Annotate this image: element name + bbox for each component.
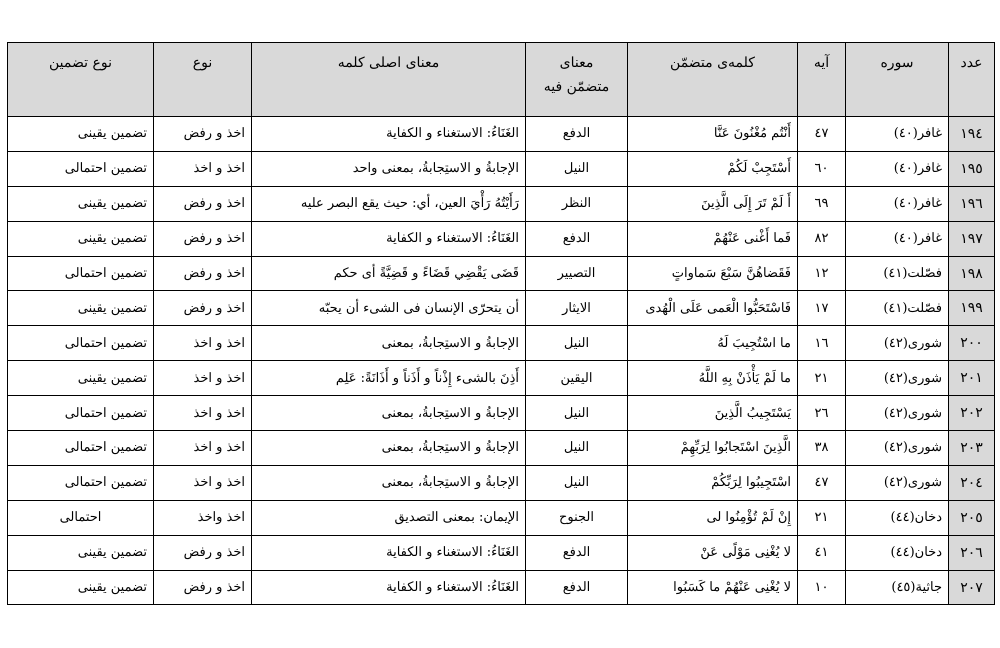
cell-kalameh: ما اسْتُجِیبَ لَهُ	[628, 326, 798, 361]
table-row	[8, 151, 995, 186]
cell-adad: ٢٠٠	[949, 326, 995, 361]
cell-ayeh: ٤١	[798, 535, 846, 570]
cell-kalameh: یَسْتَجِیبُ الَّذِینَ	[628, 396, 798, 431]
cell-ayeh: ٣٨	[798, 431, 846, 466]
cell-ayeh: ١٠	[798, 570, 846, 605]
cell-mana: التصییر	[526, 256, 628, 291]
cell-noe: اخذ و رفض	[154, 117, 252, 152]
cell-sureh: فصّلت(٤١)	[846, 256, 949, 291]
cell-sureh: غافر(٤٠)	[846, 186, 949, 221]
table-row	[8, 570, 995, 605]
cell-sureh: شوری(٤٢)	[846, 396, 949, 431]
cell-sureh: جاثیة(٤٥)	[846, 570, 949, 605]
cell-adad: ١٩٥	[949, 151, 995, 186]
table-row	[8, 361, 995, 396]
cell-noe-tazmin: تضمین احتمالی	[8, 151, 154, 186]
cell-kalameh: فَاسْتَحَبُّوا الْعَمی عَلَی الْهُدی	[628, 291, 798, 326]
cell-noe-tazmin: تضمین یقینی	[8, 361, 154, 396]
cell-noe: اخذ و اخذ	[154, 465, 252, 500]
cell-sureh: غافر(٤٠)	[846, 117, 949, 152]
cell-kalameh: إِنْ لَمْ تُؤْمِنُوا لی	[628, 500, 798, 535]
header-mana	[526, 43, 628, 117]
cell-adad: ٢٠٤	[949, 465, 995, 500]
cell-sureh: شوری(٤٢)	[846, 361, 949, 396]
cell-noe: اخذ و رفض	[154, 256, 252, 291]
table-row	[8, 186, 995, 221]
cell-ayeh: ٢١	[798, 361, 846, 396]
cell-mana: النظر	[526, 186, 628, 221]
cell-kalameh: اسْتَجِیبُوا لِرَبِّکُمْ	[628, 465, 798, 500]
header-mana-line2: متضمّن فیه	[543, 79, 610, 95]
cell-asli: الغَنَاءُ: الاستغناء و الکفایة	[252, 221, 526, 256]
table-row	[8, 500, 995, 535]
cell-mana: الدفع	[526, 221, 628, 256]
cell-mana: النیل	[526, 396, 628, 431]
cell-noe-tazmin: تضمین یقینی	[8, 117, 154, 152]
cell-mana: الدفع	[526, 570, 628, 605]
cell-noe: اخذ و اخذ	[154, 361, 252, 396]
cell-noe: اخذ و اخذ	[154, 151, 252, 186]
cell-adad: ٢٠٦	[949, 535, 995, 570]
cell-sureh: دخان(٤٤)	[846, 535, 949, 570]
cell-asli: أن یتحرّی الإنسان فی الشیء أن یحبّه	[252, 291, 526, 326]
cell-asli: الغَنَاءُ: الاستغناء و الکفایة	[252, 570, 526, 605]
cell-asli: رَأَيْتُهُ رَأْيَ العين، أي: حيث يقع البصر عليه	[252, 186, 526, 221]
cell-noe-tazmin: تضمین احتمالی	[8, 465, 154, 500]
cell-noe-tazmin: تضمین یقینی	[8, 221, 154, 256]
cell-noe-tazmin: تضمین احتمالی	[8, 326, 154, 361]
header-mana-line1: معنای	[559, 55, 594, 71]
cell-noe: اخذ و رفض	[154, 291, 252, 326]
cell-mana: النیل	[526, 431, 628, 466]
cell-sureh: شوری(٤٢)	[846, 431, 949, 466]
header-ayeh: آیه	[798, 43, 846, 117]
cell-mana: النیل	[526, 326, 628, 361]
cell-kalameh: أَ لَمْ تَرَ إِلَی الَّذِینَ	[628, 186, 798, 221]
cell-noe: اخذ واخذ	[154, 500, 252, 535]
cell-mana: الایثار	[526, 291, 628, 326]
cell-kalameh: فَقَضاهُنَّ سَبْعَ سَماواتٍ	[628, 256, 798, 291]
cell-adad: ٢٠٢	[949, 396, 995, 431]
cell-noe: اخذ و اخذ	[154, 396, 252, 431]
cell-noe: اخذ و رفض	[154, 570, 252, 605]
cell-sureh: فصّلت(٤١)	[846, 291, 949, 326]
cell-kalameh: الَّذِینَ اسْتَجابُوا لِرَبِّهِمْ	[628, 431, 798, 466]
table-row	[8, 221, 995, 256]
cell-ayeh: ١٧	[798, 291, 846, 326]
cell-asli: الإجابةُ و الاستِجابةُ، بمعنی	[252, 431, 526, 466]
cell-sureh: غافر(٤٠)	[846, 221, 949, 256]
cell-ayeh: ٢١	[798, 500, 846, 535]
table-row	[8, 396, 995, 431]
cell-kalameh: أَسْتَجِبْ لَکُمْ	[628, 151, 798, 186]
cell-noe-tazmin: تضمین یقینی	[8, 570, 154, 605]
cell-sureh: غافر(٤٠)	[846, 151, 949, 186]
cell-sureh: دخان(٤٤)	[846, 500, 949, 535]
cell-noe-tazmin: تضمین یقینی	[8, 535, 154, 570]
cell-ayeh: ١٢	[798, 256, 846, 291]
cell-asli: الإجابةُ و الاستِجابةُ، بمعنی واحد	[252, 151, 526, 186]
cell-mana: الجنوح	[526, 500, 628, 535]
cell-mana: النیل	[526, 465, 628, 500]
cell-ayeh: ٦٩	[798, 186, 846, 221]
cell-noe-tazmin: تضمین احتمالی	[8, 431, 154, 466]
cell-kalameh: أَنْتُم مُغْنُونَ عَنَّا	[628, 117, 798, 152]
header-kalameh: کلمه‌ی متضمّن	[628, 43, 798, 117]
cell-noe-tazmin: تضمین احتمالی	[8, 396, 154, 431]
cell-mana: النیل	[526, 151, 628, 186]
cell-ayeh: ٢٦	[798, 396, 846, 431]
table-row	[8, 431, 995, 466]
cell-kalameh: فَما أَغْنی عَنْهُمْ	[628, 221, 798, 256]
header-sureh: سوره	[846, 43, 949, 117]
header-noe-tazmin: نوع تضمین	[8, 43, 154, 117]
cell-kalameh: ما لَمْ یَأْذَنْ بِهِ اللَّهُ	[628, 361, 798, 396]
table-row	[8, 291, 995, 326]
cell-sureh: شوری(٤٢)	[846, 465, 949, 500]
cell-ayeh: ٦٠	[798, 151, 846, 186]
cell-adad: ١٩٦	[949, 186, 995, 221]
cell-asli: الإیمان: بمعنی التصدیق	[252, 500, 526, 535]
cell-asli: الإجابةُ و الاستِجابةُ، بمعنی	[252, 465, 526, 500]
cell-asli: قَضَى يَقْضِي قَضَاءً و قَضِيَّةً أی حکم	[252, 256, 526, 291]
cell-ayeh: ٤٧	[798, 465, 846, 500]
header-adad: عدد	[949, 43, 995, 117]
cell-kalameh: لا یُغْنِی مَوْلًی عَنْ	[628, 535, 798, 570]
table-row	[8, 535, 995, 570]
cell-noe-tazmin: تضمین یقینی	[8, 291, 154, 326]
table-row	[8, 117, 995, 152]
cell-adad: ١٩٨	[949, 256, 995, 291]
cell-adad: ٢٠١	[949, 361, 995, 396]
cell-adad: ١٩٩	[949, 291, 995, 326]
cell-adad: ٢٠٣	[949, 431, 995, 466]
header-noe: نوع	[154, 43, 252, 117]
cell-kalameh: لا یُغْنِی عَنْهُمْ ما کَسَبُوا	[628, 570, 798, 605]
cell-noe-tazmin: تضمین یقینی	[8, 186, 154, 221]
cell-noe: اخذ و اخذ	[154, 431, 252, 466]
cell-mana: الدفع	[526, 535, 628, 570]
cell-noe: اخذ و رفض	[154, 535, 252, 570]
cell-mana: الدفع	[526, 117, 628, 152]
cell-noe: اخذ و رفض	[154, 186, 252, 221]
cell-asli: الغَنَاءُ: الاستغناء و الکفایة	[252, 117, 526, 152]
cell-noe-tazmin: تضمین احتمالی	[8, 256, 154, 291]
cell-adad: ١٩٧	[949, 221, 995, 256]
cell-ayeh: ٤٧	[798, 117, 846, 152]
table-row	[8, 256, 995, 291]
cell-asli: الغَنَاءُ: الاستغناء و الکفایة	[252, 535, 526, 570]
cell-sureh: شوری(٤٢)	[846, 326, 949, 361]
cell-noe-tazmin: احتمالی	[8, 500, 154, 535]
header-row	[8, 43, 995, 117]
header-asli: معنای اصلی کلمه	[252, 43, 526, 117]
tazmin-table	[7, 42, 995, 605]
cell-adad: ٢٠٧	[949, 570, 995, 605]
cell-asli: الإجابةُ و الاستِجابةُ، بمعنی	[252, 326, 526, 361]
cell-adad: ١٩٤	[949, 117, 995, 152]
table-row	[8, 465, 995, 500]
cell-asli: أَذِنَ بالشیء إِذْناً و أَذَناً و أَذَانَةً: عَلِم	[252, 361, 526, 396]
cell-ayeh: ١٦	[798, 326, 846, 361]
cell-adad: ٢٠٥	[949, 500, 995, 535]
cell-noe: اخذ و رفض	[154, 221, 252, 256]
tazmin-table-container	[7, 42, 994, 605]
table-row	[8, 326, 995, 361]
cell-noe: اخذ و اخذ	[154, 326, 252, 361]
cell-asli: الإجابةُ و الاستِجابةُ، بمعنی	[252, 396, 526, 431]
cell-ayeh: ٨٢	[798, 221, 846, 256]
cell-mana: الیقین	[526, 361, 628, 396]
